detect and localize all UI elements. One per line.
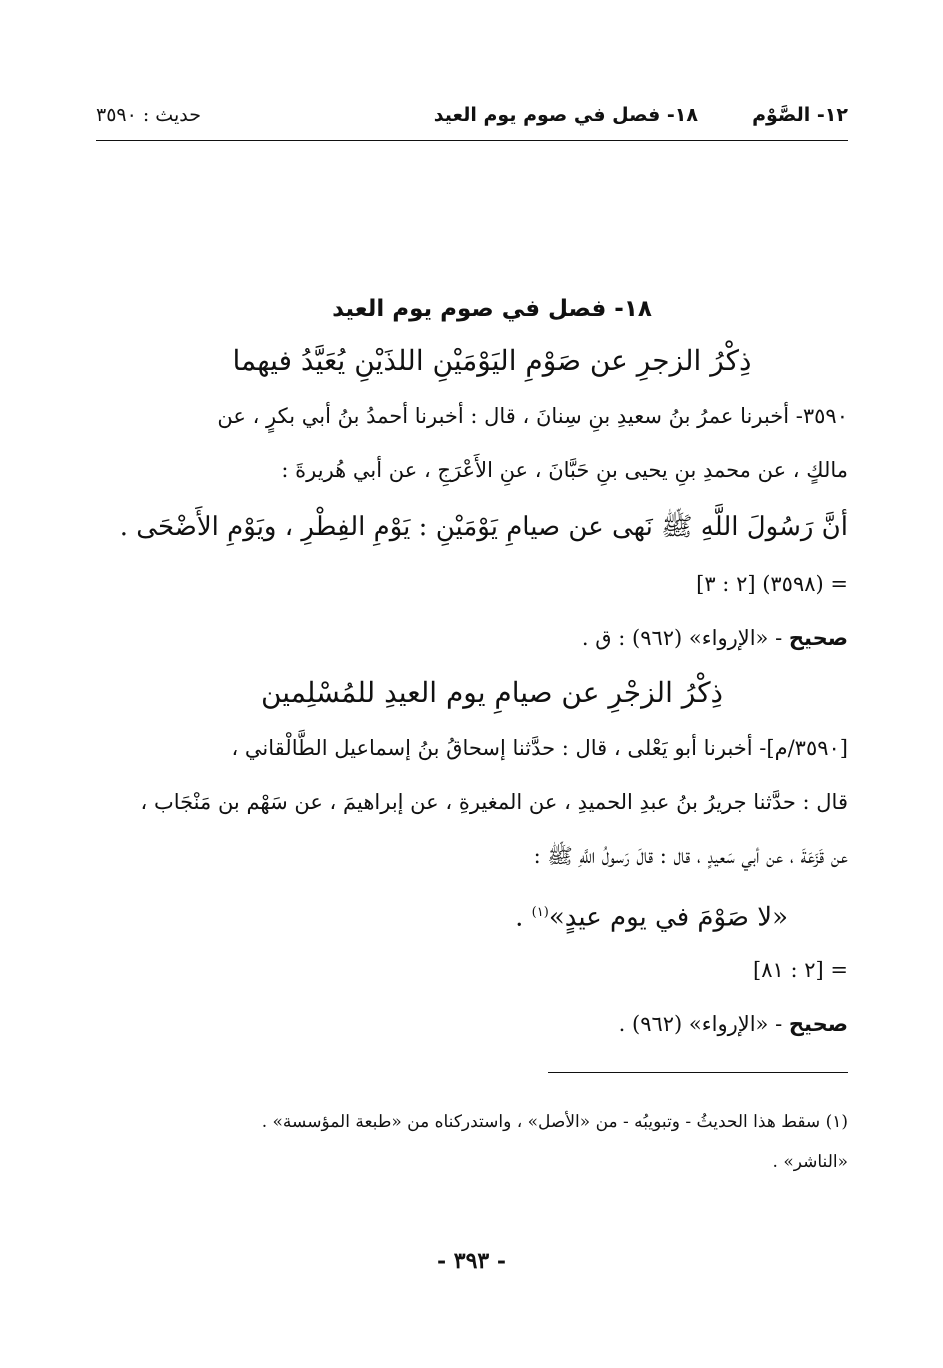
isnad-line: ٣٥٩٠- أخبرنا عمرُ بنُ سعيدِ بنِ سِنانَ ، قال : أخبرنا أحمدُ بنُ أبي بكرٍ ، عن: [217, 404, 848, 428]
matn-text: «لا صَوْمَ في يوم عيدٍ»: [548, 902, 788, 933]
footnote-line: «الناشر» .: [772, 1152, 848, 1172]
isnad-line: قال : حدَّثنا جريرُ بنُ عبدِ الحميدِ ، عن المغيرةِ ، عن إبراهيمَ ، عن سَهْم بن مَنْجَاب ،: [140, 790, 848, 814]
grade-label: صحيح: [788, 626, 848, 650]
header-rule: [96, 140, 848, 141]
footnote-line: (١) سقط هذا الحديثُ - وتبويبُه - من «الأصل» ، واستدركناه من «طبعة المؤسسة» .: [261, 1112, 848, 1132]
chapter-title: ١٨- فصل في صوم يوم العيد: [332, 296, 652, 322]
isnad-line: [٣٥٩٠/م]- أخبرنا أبو يَعْلى ، قال : حدَّثنا إسحاقُ بنُ إسماعيل الطَّالْقاني ،: [231, 736, 848, 760]
grade-text: - «الإرواء» (٩٦٢) : ق .: [581, 626, 789, 650]
page-number: - ٣٩٣ -: [436, 1248, 507, 1274]
matn-end: .: [515, 902, 532, 933]
hadith-matn: [96, 883, 848, 943]
grade-label: صحيح: [788, 1012, 848, 1036]
footnote-rule: [548, 1072, 848, 1073]
footnotes: [96, 1102, 848, 1182]
hadith-matn: أنَّ رَسُولَ اللَّهِ ﷺ نَهى عن صيامِ يَوْمَيْنِ : يَوْمِ الفِطْرِ ، ويَوْمِ الأَضْحَى .: [119, 512, 848, 542]
footnote-marker: (١): [531, 905, 549, 920]
running-header: [96, 100, 848, 132]
header-chapter-title: ١٨- فصل في صوم يوم العيد: [433, 104, 698, 126]
grade-line: [96, 611, 848, 665]
section-title-1: ذِكْرُ الزجرِ عن صَوْمِ اليَوْمَيْنِ اللذَيْنِ يُعَيَّدُ فيهما: [232, 344, 752, 377]
section-title-2: ذِكْرُ الزجْرِ عن صيامِ يوم العيدِ للمُسْلِمين: [260, 676, 724, 709]
isnad-line: عن قَزَعَةَ ، عن أبي سَعيدٍ ، قال : قالَ رَسولُ اللَّهِ ﷺ :: [533, 844, 848, 868]
main-text: [96, 285, 848, 1051]
grade-text: - «الإرواء» (٩٦٢) .: [618, 1012, 789, 1036]
header-hadith-number: حديث : ٣٥٩٠: [96, 104, 201, 126]
header-book-title: ١٢- الصَّوْم: [752, 104, 848, 126]
isnad-line: مالكٍ ، عن محمدِ بنِ يحيى بنِ حَبَّانَ ، عنِ الأَعْرَجِ ، عن أبي هُريرةَ :: [281, 458, 848, 482]
grade-line: [96, 997, 848, 1051]
cross-reference: = [٢ : ٨١]: [753, 958, 848, 982]
cross-reference: = (٣٥٩٨) [٢ : ٣]: [696, 572, 848, 596]
